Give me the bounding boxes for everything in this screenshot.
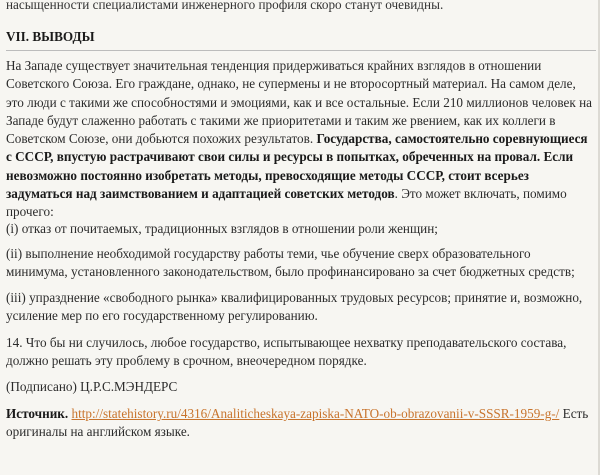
section-heading: VII. ВЫВОДЫ	[6, 29, 95, 44]
list-item-3: (iii) упразднение «свободного рынка» квалифицированных трудовых ресурсов; принятие и, возможно, усиление мер по его государственному регулированию.	[6, 290, 583, 324]
paragraph-text-end: . Это может включать, помимо прочего:	[6, 186, 567, 220]
source-link[interactable]: http://statehistory.ru/4316/Analiticheskaya-zapiska-NATO-ob-obrazovanii-v-SSSR-1959-g-/	[71, 406, 560, 421]
paragraph-14: 14. Что бы ни случилось, любое государство, испытывающее нехватку преподавательского состава, должно решать эту проблему в срочном, внеочередном порядке.	[6, 335, 567, 369]
conclusion-paragraph	[6, 57, 594, 222]
clipped-text-line: насыщенности специалистами инженерного профиля скоро станут очевидны.	[6, 0, 444, 12]
bold-emphasis: Государства, самостоятельно соревнующиеся с СССР, впустую растрачивают свои силы и ресурсы в попытках, обреченных на провал. Если невозможно постоянно изобретать методы, превосходящие методы СССР, стоит всерьез задуматься над заимствованием и адаптацией советских методов	[6, 131, 588, 202]
heading-divider	[6, 50, 596, 51]
list-item-1: (i) отказ от почитаемых, традиционных взглядов в отношении роли женщин;	[6, 221, 438, 236]
paragraph-text: На Западе существует значительная тенденция придерживаться крайних взглядов в отношении Советского Союза. Его граждане, однако, не супермены и не второсортный материал. На самом деле, это люди с такими же способностями и эмоциями, как и все остальные. Если 210 миллионов человек на Западе будут слаженно работать с такими же приоритетами и таким же рвением, как их коллеги в Советском Союзе, они добьются похожих результатов.	[6, 58, 592, 147]
source-paragraph	[6, 405, 594, 442]
source-note: Есть оригиналы на английском языке.	[6, 406, 589, 440]
source-label: Источник.	[6, 406, 69, 421]
signature-line: (Подписано) Ц.Р.С.МЭНДЕРС	[6, 379, 178, 394]
list-item-2: (ii) выполнение необходимой государству работы теми, чье обучение сверх образовательного минимума, установленного законодательством, было профинансировано за счет бюджетных средств;	[6, 246, 575, 280]
